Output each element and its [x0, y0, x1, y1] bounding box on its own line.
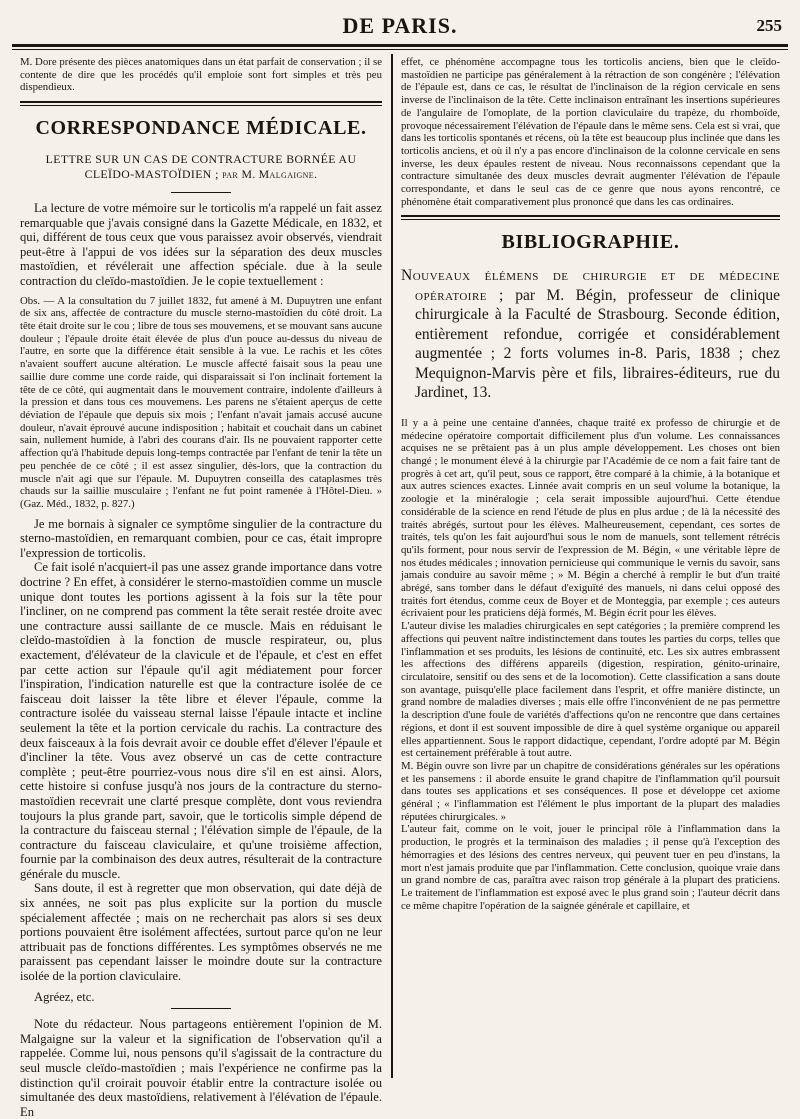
body-paragraph: Ce fait isolé n'acquiert-il pas une assez grande importance dans votre doctrine ? En effet, à considérer le sterno-mastoïdien comme un muscle unique dont toutes les portions agissent à la fois sur la tête pour l'incliner, on ne comprend pas comment la tête serait restée droite avec une contracture aussi saillante de ce muscle. Mais en réduisant le cleïdo-mastoïdien à la fonction de muscle respirateur, ou, plus exactement, d'élévateur de la clavicule et de l'épaule, et c'est en effet par cette action sur l'épaule qu'il agit médiatement pour forcer l'inspiration, l'indication naturelle est que la contracture isolée de ce faisceau doit laisser la tête libre et élever l'épaule, comme la contracture isolée du vaisseau sternal laisse l'épaule intacte et incline seulement la tête et la portion cervicale du rachis. La contracture des deux faisceaux à la fois devrait avoir ce double effet d'élever l'épaule et d'incliner la tête. Vous avez observé un cas de cette contracture complète ; peut-être pourriez-vous nous dire s'il en est ainsi. Alors, cette histoire si confuse jusqu'à nos jours de la contracture du sterno-mastoïdien recevrait une clarté presque complète, dont vous reviendra toujours la plus grande part, savoir, que le torticolis simple dépend de la contracture du faisceau sternal ; l'élévation simple de l'épaule, de la contracture du faisceau claviculaire, et qu'une troisième affection, fournie par la combinaison des deux autres, résulterait de la contracture générale du muscle. [20, 560, 382, 881]
column-divider [391, 54, 393, 1078]
section-title-correspondance: CORRESPONDANCE MÉDICALE. [35, 117, 367, 140]
book-heading-title: Nouveaux élémens de chirurgie et de médecine opératoire ; [401, 267, 780, 304]
closing-salutation: Agréez, etc. [34, 989, 95, 1004]
editor-note: Note du rédacteur. Nous partageons entièrement l'opinion de M. Malgaigne sur la valeur et la signification de l'observation qu'il a rappelée. Comme lui, nous pensons qu'il s'agissait de la contracture du seul muscle cleïdo-mastoïdien ; mais l'expérience ne confirme pas la distinction qu'il croirait pouvoir établir entre la contracture isolée ou simultanée des deux mastoïdiens, relativement à l'élévation de l'épaule. En [20, 1017, 382, 1119]
section-rule-thin [401, 219, 780, 220]
observation-paragraph: Obs. — A la consultation du 7 juillet 1832, fut amené à M. Dupuytren une enfant de six ans, affectée de contracture du muscle sterno-mastoïdien du côté droit. La tête était droite sur le cou ; libre de tous ses mouvemens, et se mouvant sans aucune douleur ; l'épaule droite était élevée de plus d'un pouce au-dessus du niveau de l'autre, en sorte que la différence était sensible à la vue. Le rachis et les côtes n'avaient souffert aucune altération. Le muscle affecté faisait sous la peau une saillie dure comme une corde raide, qui disparaissait si l'on inclinait fortement la tête de ce côté, qui augmentait dans le mouvement contraire, indolente d'ailleurs à la pression et dans tous ces mouvemens. Les parens ne s'étaient aperçus de cette déviation de l'épaule que depuis six mois ; l'enfant n'avait jamais accusé aucune douleur, n'avait éprouvé aucune indisposition ; habitait et couchait dans un cabinet sain, nullement humide, à l'abri des courans d'air. Ils ne pouvaient rapporter cette affection qu'à l'habitude depuis long-temps contractée par l'enfant de tenir la tête un peu penchée de ce côté ; il est assez singulier, dès-lors, que la contraction du muscle n'ait agi que sur l'épaule. M. Dupuytren conseilla des cataplasmes très chauds sur la saillie musculaire ; l'enfant ne fut point ramenée à l'Hôtel-Dieu. » (Gaz. Méd., 1832, p. 827.) [20, 294, 382, 510]
section-rule-thin [20, 105, 382, 106]
section-rule [401, 215, 780, 217]
top-note: M. Dore présente des pièces anatomiques dans un état parfait de conservation ; il se contente de dire que les procédés qu'il emploie sont fort simples et très peu dispendieux. [20, 56, 382, 94]
header-rule [12, 44, 788, 47]
article-heading [20, 152, 382, 182]
page-header-title: DE PARIS. [342, 13, 458, 38]
article-rule [171, 192, 231, 193]
section-rule [20, 101, 382, 103]
review-paragraph: L'auteur divise les maladies chirurgicales en sept catégories ; la première comprend les affections qui peuvent naître indistinctement dans toutes les parties du corps, telles que l'inflammation et ses produits, les lésions de continuité, etc. Les six autres embrassent les affections des différens appareils (digestion, respiration, génito-urinaire, circulatoire, sensitif ou des sens et de la locomotion). Cette classification a sans doute son avantage, puisqu'elle place facilement dans l'esprit, et offre manière distincte, un grand nombre de maladies diverses ; mais elle offre l'inconvénient de ne pas permettre la description d'une foule de variétés d'affections qu'on ne rencontre que dans certaines régions, et dont il est souvent impossible de dire à quel système organique ou appareil elles appartiennent. Sous le rapport didactique, cependant, l'ordre adopté par M. Bégin est certainement préférable à tout autre. [401, 620, 780, 760]
review-paragraph: Il y a à peine une centaine d'années, chaque traité ex professo de chirurgie et de médecine opératoire comportait difficilement plus d'un volume. Les connaissances acquises ne se prêtaient pas à un plus ample développement. Les choses ont bien changé ; le monument élevé à la chirurgie par l'Académie de ce nom a fait faire tant de progrès à cet art, qu'il peut, sous ce rapport, être comparé à la chimie, à la botanique et aux autres sciences exactes. Linnée avait compris en un seul volume la botanique, la zoologie et la minéralogie ; cela serait impossible aujourd'hui. Cette étendue considérable de la science en rend l'étude de plus en plus ardue ; de là la nécessité des traités abrégés, surtout pour les élèves. Malheureusement, cependant, ces sortes de traités, tels qu'on les fait aujourd'hui sous le nom de manuels, sont tellement rétrécis qu'ils forment, pour nous servir de l'expression de M. Bégin, « une véritable lèpre de nos études médicales ; innovation pernicieuse qui communique le vernis du savoir, sans jamais conduire au savoir même ; » M. Bégin a cherché à remplir le but d'un traité abrégé, sans tomber dans le défaut d'exiguïté des manuels, ni dans celui opposé des traités fort étendus, comme ceux de Boyer et de Monteggia, par exemple ; ces auteurs écrivaient pour les praticiens déjà formés, M. Bégin écrit pour les élèves. [401, 416, 780, 620]
article-heading-author: Malgaigne. [258, 167, 318, 182]
note-rule [171, 1008, 231, 1009]
review-paragraph: L'auteur fait, comme on le voit, jouer le principal rôle à l'inflammation dans la production, le progrès et la terminaison des maladies ; il pense qu'à l'exception des hémorragies et des lésions des centres nerveux, qui peuvent tuer en peu d'instans, la mort n'est jamais produite que par l'inflammation. Cette conclusion, quoique vraie dans un grand nombre de cas, paraîtra avec raison trop générale à la plupart des praticiens. Le traitement de l'inflammation est exposé avec le plus grand soin ; l'auteur décrit dans ce même chapitre l'opération de la saignée générale et capillaire, et [401, 823, 780, 912]
intro-paragraph: La lecture de votre mémoire sur le torticolis m'a rappelé un fait assez remarquable que j'avais consigné dans la Gazette Médicale, en 1832, et qui, différent de tous ceux que vous paraissez avoir observés, viendrait peut-être à l'appui de vos idées sur la séparation des deux muscles mastoïdien, et révélerait une affection spéciale. due à la seule contraction du cleïdo-mastoïdien. Je le copie textuellement : [20, 201, 382, 289]
book-heading [401, 266, 780, 403]
body-paragraph: Je me bornais à signaler ce symptôme singulier de la contracture du sterno-mastoïdien, en remarquant combien, pour ce cas, était impropre l'expression de torticolis. [20, 516, 382, 560]
page-number: 255 [756, 16, 782, 35]
body-paragraph: Sans doute, il est à regretter que mon observation, qui date déjà de six années, ne soit pas plus explicite sur la portion du muscle spécialement affectée ; mais on ne recherchait pas alors si ses deux portions pouvaient être isolément affectées, surtout parce qu'on ne leur attribuait pas de fonctions différentes. Les symptômes observés ne me paraissent pas cependant laisser le moindre doute sur la contracture isolée de la portion claviculaire. [20, 881, 382, 984]
continuation-paragraph: effet, ce phénomène accompagne tous les torticolis anciens, bien que le cleïdo-mastoïdien ne participe pas généralement à la rétraction de son congénère ; l'élévation de l'épaule est, dans ce cas, le résultat de l'inclinaison de la région cervicale en sens inverse de l'inclinaison de la tête. Cette inclinaison entraînant les insertions supérieures de l'angulaire de l'omoplate, de la portion claviculaire du trapèze, du rhomboïde, provoque nécessairement l'élévation de l'épaule dans le même sens. Cela est si vrai, que dans les torticolis spontanés et récens, où la tête est beaucoup plus inclinée que dans les torticolis anciens, et où il n'y a pas encore d'inclinaison de la colonne cervicale en sens inverse, les deux épaules restent de niveau. Nous reconnaissons cependant que la contracture simultanée des deux muscles devrait augmenter l'élévation de l'épaule correspondante, et dans le seul cas de ce genre que nous ayons rencontré, ce phénomène était comparativement plus prononcé que dans les cas ordinaires. [401, 56, 780, 208]
article-heading-text: LETTRE SUR UN CAS DE CONTRACTURE BORNÉE AU CLEÏDO-MASTOÏDIEN ; par M. [45, 152, 357, 182]
review-paragraph: M. Bégin ouvre son livre par un chapitre de considérations générales sur les opérations et les pansemens : il aborde ensuite le grand chapitre de l'inflammation qu'il poursuit dans toutes ses applications et ses conséquences. Il pose et développe cet axiome général ; « l'inflammation est l'élément le plus important de la plupart des maladies réputées chirurgicales. » [401, 759, 780, 823]
left-column [20, 56, 382, 1119]
section-title-bibliographie: BIBLIOGRAPHIE. [501, 231, 680, 254]
right-column [401, 56, 780, 1082]
book-heading-details: par M. Bégin, professeur de clinique chirurgicale à la Faculté de Strasbourg. Seconde édition, entièrement refondue, corrigée et considérablement augmentée ; 2 forts volumes in-8. Paris, 1838 ; chez Mequignon-Marvis père et fils, libraires-éditeurs, rue du Jardinet, 13. [415, 286, 781, 402]
header-rule-thin [12, 49, 788, 50]
